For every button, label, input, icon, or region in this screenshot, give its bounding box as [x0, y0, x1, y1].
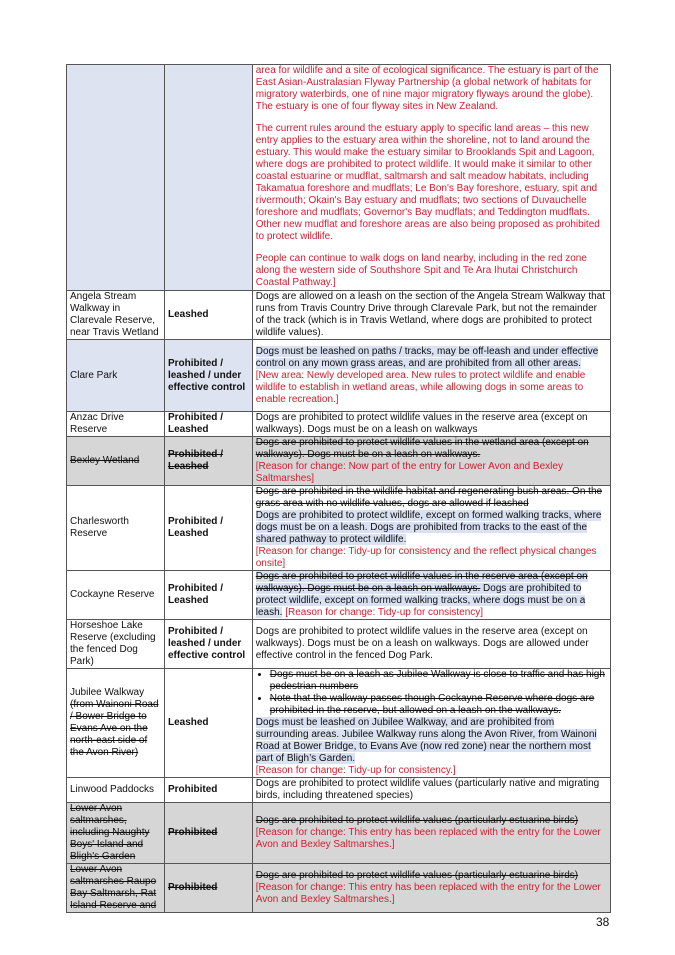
change-reason: [Reason for change: Now part of the entry for Lower Avon and Bexley Saltmarshes] — [255, 461, 563, 484]
deleted-text: Dogs are prohibited to protect wildlife values in the wetland area (except on walkways). Dogs must be on a leash on walkways. — [255, 437, 589, 460]
area-cell — [67, 669, 165, 778]
description-cell — [252, 437, 610, 486]
rule-cell: Prohibited / Leashed — [164, 412, 252, 437]
table-row — [67, 412, 611, 437]
change-reason: [Reason for change: Tidy-up for consistency.] — [255, 765, 456, 776]
table-row — [67, 437, 611, 486]
area-cell: Horseshoe Lake Reserve (excluding the fenced Dog Park) — [67, 620, 165, 669]
rule-cell: Prohibited — [164, 803, 252, 864]
area-cell: Clare Park — [67, 340, 165, 412]
table-row — [67, 571, 611, 620]
estuary-paragraph-1: area for wildlife and a site of ecological significance. The estuary is part of the East Asian-Australasian Flyway Partnership (a global network of habitats for migratory waterbirds, one of nine major migratory flyways around the globe). The estuary is one of four flyway sites in New Zealand. — [255, 65, 599, 112]
table-row — [67, 340, 611, 412]
deleted-text: Dogs are prohibited to protect wildlife values (particularly estuarine birds) — [255, 870, 579, 881]
deleted-text: Dogs are prohibited in the wildlife habitat and regenerating bush areas. On the grass area with no wildlife values, dogs are allowed if leashed — [255, 486, 603, 509]
change-reason: [Reason for change: This entry has been replaced with the entry for the Lower Avon and Bexley Saltmarshes.] — [255, 882, 601, 905]
description-cell — [252, 486, 610, 571]
deleted-bullet-list — [256, 669, 607, 717]
area-cell: Anzac Drive Reserve — [67, 412, 165, 437]
rule-cell: Prohibited / leashed / under effective control — [164, 620, 252, 669]
change-reason: [Reason for change: Tidy-up for consistency and the reflect physical changes onsite] — [255, 546, 597, 569]
area-cell: Cockayne Reserve — [67, 571, 165, 620]
rule-text: Dogs must be leashed on paths / tracks, may be off-leash and under effective control on any mown grass areas, and are prohibited from all other areas. — [255, 345, 599, 369]
rule-cell: Leashed — [164, 669, 252, 778]
description-cell — [252, 65, 610, 291]
deleted-bullet: • Dogs must be on a leash as Jubilee Walkway is close to traffic and has high pedestrian numbers — [270, 669, 607, 693]
deleted-text: Dogs are prohibited to protect wildlife values (particularly estuarine birds) — [255, 815, 579, 826]
area-cell: Bexley Wetland — [67, 437, 165, 486]
table-row — [67, 291, 611, 340]
description-cell — [252, 803, 610, 864]
rule-text: Dogs are prohibited to protect wildlife, except on formed walking tracks, where dogs must be on a leash. Dogs are prohibited from tracks to the east of the shared pathway to protect wildlife. — [255, 510, 602, 545]
page-number: 38 — [596, 915, 610, 929]
table-row — [67, 486, 611, 571]
area-name: Jubilee Walkway — [70, 687, 145, 698]
table-row — [67, 778, 611, 803]
rule-cell — [164, 65, 252, 291]
table-row — [67, 803, 611, 864]
rule-cell: Prohibited / Leashed — [164, 437, 252, 486]
dog-control-table — [66, 64, 611, 913]
description-cell: Dogs are allowed on a leash on the section of the Angela Stream Walkway that runs from Travis Country Drive through Clarevale Park, but not the remainder of the track (which is in Travis Wetland, where dogs are prohibited to protect wildlife values). — [252, 291, 610, 340]
area-cell: Lower Avon saltmarshes Raupo Bay Saltmarsh, Rat Island Reserve and — [67, 864, 165, 913]
rule-cell: Prohibited — [164, 864, 252, 913]
table-row — [67, 864, 611, 913]
change-reason: [Reason for change: Tidy-up for consistency] — [282, 607, 484, 618]
area-cell: Linwood Paddocks — [67, 778, 165, 803]
description-cell — [252, 864, 610, 913]
deleted-bullet: • Note that the walkway passes though Cockayne Reserve where dogs are prohibited in the reserve, but allowed on a leash on the walkways. — [270, 693, 607, 717]
rule-text: Dogs are prohibited to protect wildlife, except on formed walking tracks, where dogs must be on a leash. — [255, 583, 586, 618]
estuary-paragraph-3: People can continue to walk dogs on land nearby, including in the red zone along the western side of Southshore Spit and Te Ara Ihutai Christchurch Coastal Pathway.] — [255, 253, 587, 288]
table-row — [67, 65, 611, 291]
rule-text: Dogs must be leashed on Jubilee Walkway, and are prohibited from surrounding areas. Jubilee Walkway runs along the Avon River, from Wainoni Road at Bower Bridge, to Evans Ave (now red zone) near the northern most part of Bligh’s Garden. — [255, 717, 597, 764]
rule-cell: Prohibited / Leashed — [164, 571, 252, 620]
rule-cell: Prohibited / Leashed — [164, 486, 252, 571]
description-cell: Dogs are prohibited to protect wildlife values (particularly native and migrating birds, including threatened species) — [252, 778, 610, 803]
deleted-area-text: (from Wainoni Road / Bower Bridge to Evans Ave on the north-east side of the Avon River) — [70, 699, 159, 758]
change-reason: [New area: Newly developed area. New rules to protect wildlife and enable wildlife to establish in wetland areas, while allowing dogs in some areas to enable recreation.] — [255, 369, 586, 405]
table-row — [67, 669, 611, 778]
description-cell: Dogs are prohibited to protect wildlife values in the reserve area (except on walkways). Dogs must be on a leash on walkways. Dogs are allowed under effective control in the fenced Dog Park. — [252, 620, 610, 669]
area-cell: Charlesworth Reserve — [67, 486, 165, 571]
change-reason: [Reason for change: This entry has been replaced with the entry for the Lower Avon and Bexley Saltmarshes.] — [255, 827, 601, 850]
rule-cell: Prohibited / leashed / under effective control — [164, 340, 252, 412]
description-cell — [252, 669, 610, 778]
rule-cell: Leashed — [164, 291, 252, 340]
table-row — [67, 620, 611, 669]
area-cell: Angela Stream Walkway in Clarevale Reserve, near Travis Wetland — [67, 291, 165, 340]
area-cell — [67, 65, 165, 291]
deleted-text: Dogs are prohibited to protect wildlife values in the reserve area (except on walkways). Dogs must be on a leash on walkways. — [255, 571, 588, 594]
area-cell: Lower Avon saltmarshes, including Naughty Boys' Island and Bligh's Garden — [67, 803, 165, 864]
description-cell — [252, 340, 610, 412]
description-cell: Dogs are prohibited to protect wildlife values in the reserve area (except on walkways). Dogs must be on a leash on walkways — [252, 412, 610, 437]
estuary-paragraph-2: The current rules around the estuary apply to specific land areas – this new entry applies to the estuary area within the shoreline, not to land around the estuary. This would make the estuary similar to Brooklands Spit and Lagoon, where dogs are prohibited to protect wildlife. It would make it similar to other coastal estuarine or mudflat, saltmarsh and salt meadow habitats, including Takamatua foreshore and mudflats; Le Bon's Bay foreshore, estuary, spit and rivermouth; Okain's Bay estuary and mudflats; two sections of Duvauchelle foreshore and mudflats; Governor's Bay mudflats; and Teddington mudflats. Other new mudflat and foreshore areas are also being proposed as prohibited to protect wildlife. — [255, 123, 600, 242]
rule-cell: Prohibited — [164, 778, 252, 803]
description-cell — [252, 571, 610, 620]
